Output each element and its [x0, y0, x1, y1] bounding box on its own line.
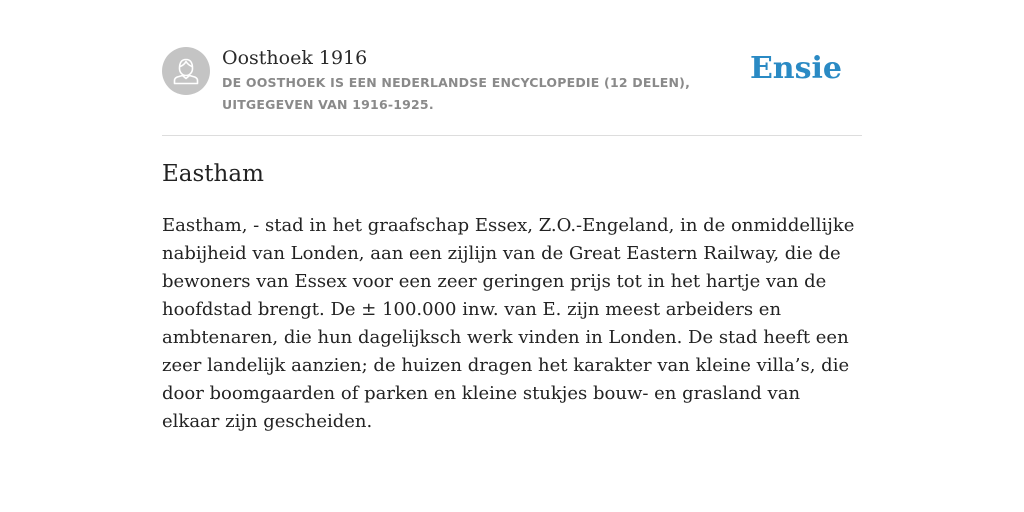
user-icon — [162, 47, 210, 95]
header-divider — [162, 135, 862, 136]
article-body: Eastham, - stad in het graafschap Essex, Z.O.-Engeland, in de onmiddellijke nabijheid van Londen, aan een zijlijn van de Great Eastern Railway, die de bewoners van Essex voor een zeer geringen prijs tot in het hartje van de hoofdstad brengt. De ± 100.000 inw. van E. zijn meest arbeiders en ambtenaren, die hun dagelijksch werk vinden in Londen. De stad heeft een zeer landelijk aanzien; de huizen dragen het karakter van kleine villa’s, die door boomgaarden of parken en kleine stukjes bouw- en grasland van elkaar zijn gescheiden. — [162, 215, 855, 432]
brand-logo-link[interactable]: Ensie — [749, 51, 842, 86]
article-card — [162, 0, 862, 512]
avatar — [162, 47, 210, 95]
source-name: Oosthoek 1916 — [222, 47, 368, 69]
source-description: DE OOSTHOEK IS EEN NEDERLANDSE ENCYCLOPEDIE (12 DELEN), UITGEGEVEN VAN 1916-1925. — [222, 75, 691, 112]
article-title: Eastham — [162, 161, 264, 187]
source-header — [162, 44, 862, 124]
